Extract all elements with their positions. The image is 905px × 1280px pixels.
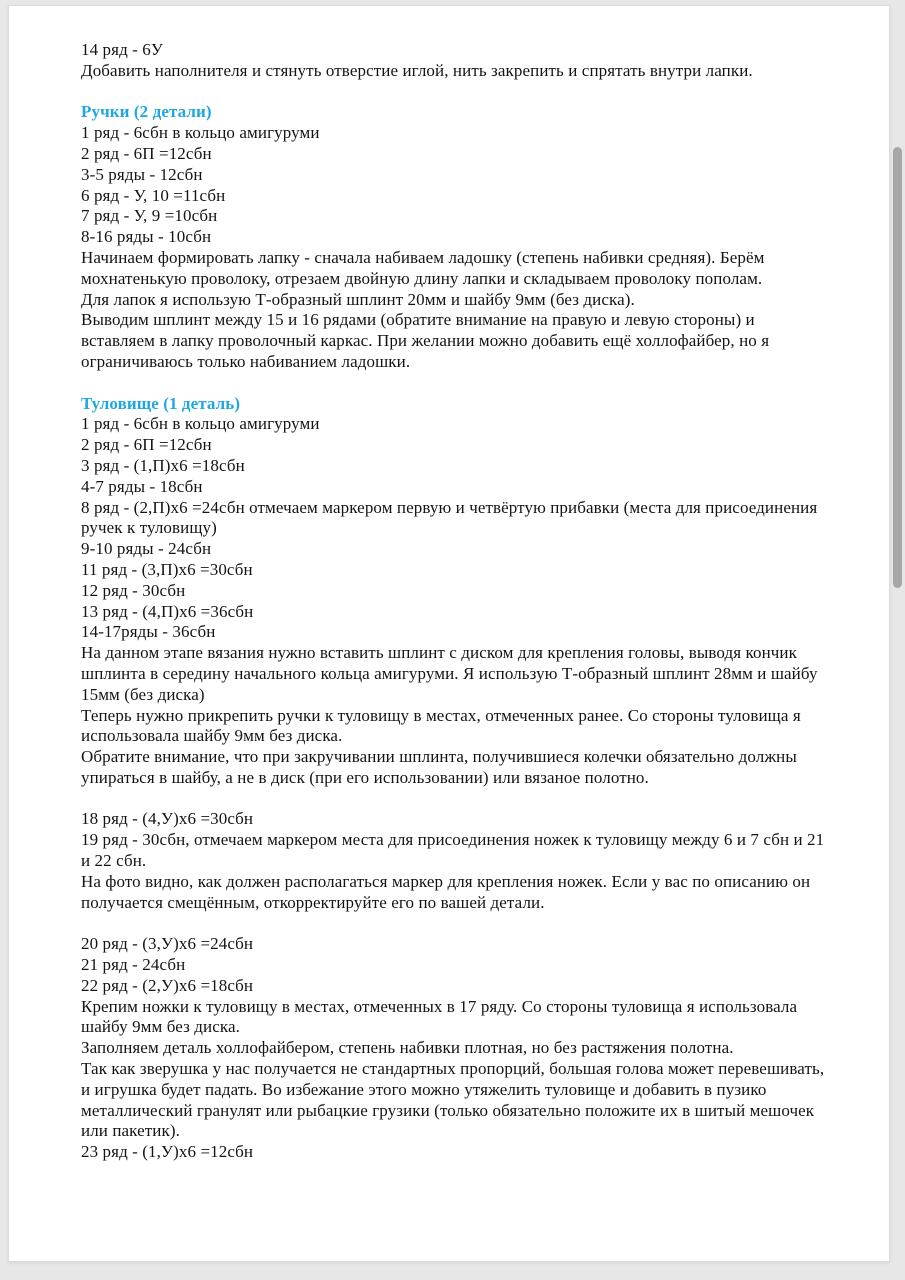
paragraph: 21 ряд - 24сбн xyxy=(81,955,186,975)
paragraph: 8 ряд - (2,П)х6 =24сбн отмечаем маркером первую и четвёртую прибавки (места для присоединения ручек к туловищу) xyxy=(81,497,818,538)
paragraph: 4-7 ряды - 18сбн xyxy=(81,476,203,496)
paragraph: Теперь нужно прикрепить ручки к туловищу в местах, отмеченных ранее. Со стороны туловища я использовала шайбу 9мм без диска. xyxy=(81,705,801,746)
paragraph: 1 ряд - 6сбн в кольцо амигуруми xyxy=(81,123,320,143)
paragraph: Добавить наполнителя и стянуть отверстие иглой, нить закрепить и спрятать внутри лапки. xyxy=(81,60,753,80)
paragraph: Начинаем формировать лапку - сначала набиваем ладошку (степень набивки средняя). Берём мохнатенькую проволоку, отрезаем двойную длину лапки и складываем проволоку пополам. xyxy=(81,247,765,288)
paragraph: Заполняем деталь холлофайбером, степень набивки плотная, но без растяжения полотна. xyxy=(81,1038,734,1058)
paragraph: 14-17ряды - 36сбн xyxy=(81,622,216,642)
paragraph: 3 ряд - (1,П)х6 =18сбн xyxy=(81,455,245,475)
paragraph: 20 ряд - (3,У)х6 =24сбн xyxy=(81,934,254,954)
paragraph: 23 ряд - (1,У)х6 =12сбн xyxy=(81,1142,254,1162)
paragraph: Обратите внимание, что при закручивании шплинта, получившиеся колечки обязательно должны упираться в шайбу, а не в диск (при его использовании) или вязаное полотно. xyxy=(81,747,797,787)
paragraph: 19 ряд - 30сбн, отмечаем маркером места для присоединения ножек к туловищу между 6 и 7 сбн и 21 и 22 сбн. xyxy=(81,830,825,871)
paragraph: На данном этапе вязания нужно вставить шплинт с диском для крепления головы, выводя кончик шплинта в середину начального кольца амигуруми. Я использую Т-образный шплинт 28мм и шайбу 15мм (без диска) xyxy=(81,643,818,704)
paragraph: 2 ряд - 6П =12сбн xyxy=(81,435,212,455)
paragraph: 2 ряд - 6П =12сбн xyxy=(81,143,212,163)
paragraph: 13 ряд - (4,П)х6 =36сбн xyxy=(81,601,254,621)
section-heading: Туловище (1 деталь) xyxy=(81,393,241,413)
paragraph: 22 ряд - (2,У)х6 =18сбн xyxy=(81,975,254,995)
document-page xyxy=(8,5,890,1262)
paragraph: 3-5 ряды - 12сбн xyxy=(81,164,203,184)
paragraph: Выводим шплинт между 15 и 16 рядами (обратите внимание на правую и левую стороны) и вставляем в лапку проволочный каркас. При желании можно добавить ещё холлофайбер, но я ограничиваюсь только набиванием ладошки. xyxy=(81,310,770,371)
paragraph: 18 ряд - (4,У)х6 =30сбн xyxy=(81,809,254,829)
paragraph: 8-16 ряды - 10сбн xyxy=(81,227,212,247)
section-heading: Ручки (2 детали) xyxy=(81,102,212,122)
paragraph: 14 ряд - 6У xyxy=(81,40,164,59)
paragraph: Так как зверушка у нас получается не стандартных пропорций, большая голова может перевешивать, и игрушка будет падать. Во избежание этого можно утяжелить туловище и добавить в пузико металлический гранулят или рыбацкие грузики (только обязательно положите их в шитый мешочек или пакетик). xyxy=(81,1059,825,1141)
scrollbar-track[interactable] xyxy=(890,0,905,1280)
paragraph: 1 ряд - 6сбн в кольцо амигуруми xyxy=(81,414,320,434)
paragraph: 11 ряд - (3,П)х6 =30сбн xyxy=(81,559,253,579)
paragraph: На фото видно, как должен располагаться маркер для крепления ножек. Если у вас по описанию он получается смещённым, откорректируйте его по вашей детали. xyxy=(81,871,811,912)
paragraph: Для лапок я использую Т-образный шплинт 20мм и шайбу 9мм (без диска). xyxy=(81,289,635,309)
paragraph: Крепим ножки к туловищу в местах, отмеченных в 17 ряду. Со стороны туловища я использовала шайбу 9мм без диска. xyxy=(81,996,798,1037)
scrollbar-thumb[interactable] xyxy=(893,147,902,588)
paragraph: 12 ряд - 30сбн xyxy=(81,580,186,600)
document-content xyxy=(81,40,833,1163)
paragraph: 7 ряд - У, 9 =10сбн xyxy=(81,206,218,226)
paragraph: 9-10 ряды - 24сбн xyxy=(81,539,212,559)
paragraph: 6 ряд - У, 10 =11сбн xyxy=(81,185,226,205)
